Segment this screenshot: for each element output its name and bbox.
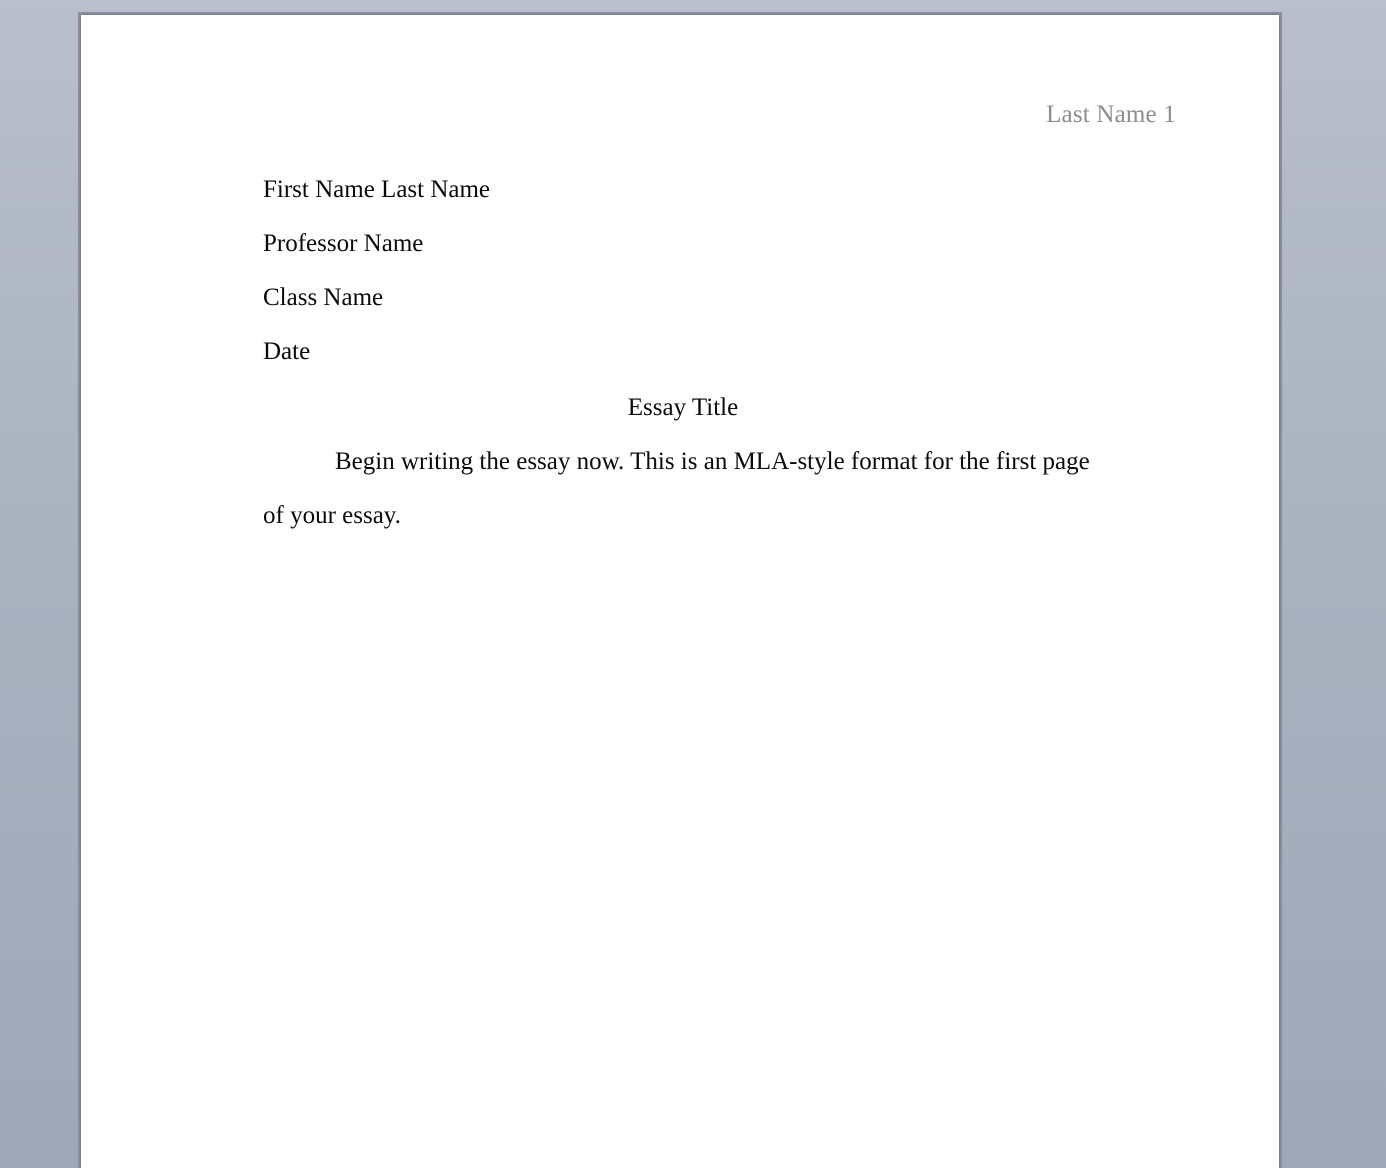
document-page <box>81 15 1279 1168</box>
heading-line-professor-name: Professor Name <box>263 230 424 257</box>
essay-title: Essay Title <box>627 394 739 421</box>
essay-body-paragraph: Begin writing the essay now. This is an MLA-style format for the first page of your essay. <box>263 448 1090 529</box>
heading-line-student-name: First Name Last Name <box>263 176 491 203</box>
document-body <box>263 163 1123 543</box>
heading-line-class-name: Class Name <box>263 284 384 311</box>
heading-line-date: Date <box>263 338 311 365</box>
running-header: Last Name 1 <box>1046 101 1176 128</box>
